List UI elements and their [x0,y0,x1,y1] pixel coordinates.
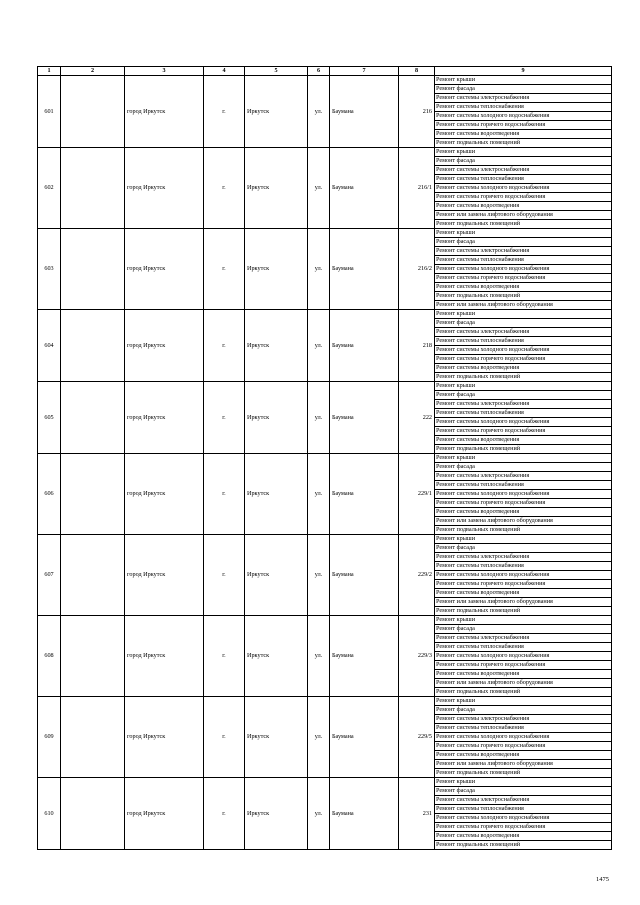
work-item: Ремонт системы холодного водоснабжения [435,418,612,427]
settlement-name: Иркутск [245,76,308,148]
house-number: 216/1 [399,148,435,229]
header-row [38,67,612,76]
house-number: 229/5 [399,697,435,778]
work-item: Ремонт системы холодного водоснабжения [435,346,612,355]
settlement-name: Иркутск [245,229,308,310]
settlement-name: Иркутск [245,616,308,697]
work-item: Ремонт крыши [435,454,612,463]
work-item: Ремонт крыши [435,148,612,157]
work-item: Ремонт системы водоотведения [435,202,612,211]
table-row [38,310,612,319]
table-body [38,76,612,850]
row-number: 610 [38,778,61,850]
work-item: Ремонт системы холодного водоснабжения [435,265,612,274]
header-cell: 5 [245,67,308,76]
work-item: Ремонт подвальных помещений [435,841,612,850]
work-item: Ремонт или замена лифтового оборудования [435,301,612,310]
street-type: ул. [308,616,330,697]
work-item: Ремонт системы водоотведения [435,130,612,139]
settlement-name: Иркутск [245,310,308,382]
work-item: Ремонт фасада [435,85,612,94]
street-type: ул. [308,148,330,229]
work-item: Ремонт подвальных помещений [435,769,612,778]
work-item: Ремонт фасада [435,319,612,328]
work-item: Ремонт подвальных помещений [435,139,612,148]
work-item: Ремонт системы водоотведения [435,832,612,841]
municipality: город Иркутск [125,535,204,616]
municipality: город Иркутск [125,76,204,148]
settlement-type: г. [204,148,245,229]
work-item: Ремонт системы теплоснабжения [435,337,612,346]
work-item: Ремонт системы водоотведения [435,589,612,598]
work-item: Ремонт системы горячего водоснабжения [435,274,612,283]
work-item: Ремонт крыши [435,535,612,544]
street-type: ул. [308,778,330,850]
row-number: 604 [38,310,61,382]
header-cell: 9 [435,67,612,76]
work-item: Ремонт фасада [435,544,612,553]
work-item: Ремонт системы теплоснабжения [435,409,612,418]
street-type: ул. [308,310,330,382]
header-cell: 1 [38,67,61,76]
work-item: Ремонт системы электроснабжения [435,247,612,256]
house-number: 229/2 [399,535,435,616]
municipality: город Иркутск [125,310,204,382]
work-item: Ремонт или замена лифтового оборудования [435,211,612,220]
work-item: Ремонт подвальных помещений [435,292,612,301]
work-item: Ремонт подвальных помещений [435,688,612,697]
header-cell: 7 [330,67,399,76]
empty-cell [61,535,125,616]
empty-cell [61,778,125,850]
settlement-type: г. [204,616,245,697]
work-item: Ремонт системы водоотведения [435,670,612,679]
work-item: Ремонт подвальных помещений [435,373,612,382]
work-item: Ремонт крыши [435,310,612,319]
document-page [37,66,611,850]
page-number: 1475 [596,876,609,883]
work-item: Ремонт фасада [435,463,612,472]
work-item: Ремонт системы теплоснабжения [435,256,612,265]
street-name: Баумана [330,76,399,148]
work-item: Ремонт системы горячего водоснабжения [435,499,612,508]
house-number: 222 [399,382,435,454]
house-number: 229/1 [399,454,435,535]
street-name: Баумана [330,382,399,454]
work-item: Ремонт системы горячего водоснабжения [435,121,612,130]
settlement-name: Иркутск [245,697,308,778]
work-item: Ремонт подвальных помещений [435,526,612,535]
work-item: Ремонт системы водоотведения [435,751,612,760]
table-row [38,697,612,706]
work-item: Ремонт системы электроснабжения [435,94,612,103]
settlement-type: г. [204,697,245,778]
table-row [38,148,612,157]
settlement-type: г. [204,382,245,454]
settlement-type: г. [204,535,245,616]
work-item: Ремонт системы горячего водоснабжения [435,193,612,202]
work-item: Ремонт фасада [435,238,612,247]
table-row [38,382,612,391]
street-name: Баумана [330,697,399,778]
work-item: Ремонт системы горячего водоснабжения [435,355,612,364]
work-item: Ремонт подвальных помещений [435,220,612,229]
table-row [38,535,612,544]
empty-cell [61,454,125,535]
work-item: Ремонт системы теплоснабжения [435,643,612,652]
header-cell: 6 [308,67,330,76]
street-type: ул. [308,76,330,148]
settlement-type: г. [204,310,245,382]
house-number: 216/2 [399,229,435,310]
street-name: Баумана [330,535,399,616]
work-item: Ремонт крыши [435,697,612,706]
work-item: Ремонт системы электроснабжения [435,166,612,175]
street-type: ул. [308,229,330,310]
work-item: Ремонт системы теплоснабжения [435,103,612,112]
settlement-name: Иркутск [245,382,308,454]
work-item: Ремонт фасада [435,706,612,715]
street-name: Баумана [330,148,399,229]
work-item: Ремонт системы теплоснабжения [435,805,612,814]
work-item: Ремонт системы электроснабжения [435,328,612,337]
table-row [38,229,612,238]
work-item: Ремонт системы электроснабжения [435,796,612,805]
house-number: 216 [399,76,435,148]
work-item: Ремонт системы водоотведения [435,436,612,445]
street-type: ул. [308,535,330,616]
settlement-type: г. [204,229,245,310]
settlement-name: Иркутск [245,454,308,535]
work-item: Ремонт системы водоотведения [435,364,612,373]
settlement-type: г. [204,76,245,148]
empty-cell [61,697,125,778]
work-item: Ремонт системы горячего водоснабжения [435,823,612,832]
work-item: Ремонт системы электроснабжения [435,715,612,724]
work-item: Ремонт системы теплоснабжения [435,175,612,184]
municipality: город Иркутск [125,778,204,850]
work-item: Ремонт или замена лифтового оборудования [435,679,612,688]
row-number: 607 [38,535,61,616]
house-number: 229/3 [399,616,435,697]
empty-cell [61,382,125,454]
work-item: Ремонт системы холодного водоснабжения [435,652,612,661]
house-number: 218 [399,310,435,382]
municipality: город Иркутск [125,697,204,778]
settlement-type: г. [204,778,245,850]
empty-cell [61,76,125,148]
work-item: Ремонт подвальных помещений [435,607,612,616]
work-item: Ремонт системы холодного водоснабжения [435,184,612,193]
work-item: Ремонт системы водоотведения [435,508,612,517]
work-item: Ремонт фасада [435,391,612,400]
work-item: Ремонт подвальных помещений [435,445,612,454]
street-name: Баумана [330,778,399,850]
street-name: Баумана [330,616,399,697]
repair-table [37,66,612,850]
work-item: Ремонт крыши [435,616,612,625]
work-item: Ремонт крыши [435,76,612,85]
work-item: Ремонт или замена лифтового оборудования [435,760,612,769]
street-type: ул. [308,454,330,535]
row-number: 605 [38,382,61,454]
work-item: Ремонт фасада [435,157,612,166]
header-cell: 3 [125,67,204,76]
street-name: Баумана [330,454,399,535]
empty-cell [61,229,125,310]
header-cell: 4 [204,67,245,76]
work-item: Ремонт системы холодного водоснабжения [435,571,612,580]
work-item: Ремонт или замена лифтового оборудования [435,598,612,607]
table-row [38,616,612,625]
work-item: Ремонт или замена лифтового оборудования [435,517,612,526]
work-item: Ремонт крыши [435,229,612,238]
work-item: Ремонт системы горячего водоснабжения [435,427,612,436]
municipality: город Иркутск [125,148,204,229]
work-item: Ремонт системы горячего водоснабжения [435,742,612,751]
work-item: Ремонт системы электроснабжения [435,400,612,409]
row-number: 606 [38,454,61,535]
work-item: Ремонт системы электроснабжения [435,472,612,481]
row-number: 602 [38,148,61,229]
work-item: Ремонт крыши [435,778,612,787]
street-name: Баумана [330,229,399,310]
work-item: Ремонт системы электроснабжения [435,634,612,643]
row-number: 601 [38,76,61,148]
house-number: 231 [399,778,435,850]
work-item: Ремонт системы холодного водоснабжения [435,112,612,121]
settlement-name: Иркутск [245,535,308,616]
table-row [38,778,612,787]
row-number: 603 [38,229,61,310]
empty-cell [61,148,125,229]
work-item: Ремонт системы водоотведения [435,283,612,292]
municipality: город Иркутск [125,454,204,535]
street-type: ул. [308,382,330,454]
work-item: Ремонт системы горячего водоснабжения [435,661,612,670]
work-item: Ремонт системы теплоснабжения [435,724,612,733]
work-item: Ремонт фасада [435,787,612,796]
municipality: город Иркутск [125,616,204,697]
settlement-type: г. [204,454,245,535]
settlement-name: Иркутск [245,778,308,850]
municipality: город Иркутск [125,382,204,454]
work-item: Ремонт системы холодного водоснабжения [435,733,612,742]
settlement-name: Иркутск [245,148,308,229]
work-item: Ремонт системы теплоснабжения [435,562,612,571]
row-number: 609 [38,697,61,778]
header-cell: 8 [399,67,435,76]
work-item: Ремонт фасада [435,625,612,634]
row-number: 608 [38,616,61,697]
table-row [38,454,612,463]
street-type: ул. [308,697,330,778]
street-name: Баумана [330,310,399,382]
table-row [38,76,612,85]
empty-cell [61,310,125,382]
work-item: Ремонт системы теплоснабжения [435,481,612,490]
municipality: город Иркутск [125,229,204,310]
work-item: Ремонт системы холодного водоснабжения [435,814,612,823]
work-item: Ремонт системы холодного водоснабжения [435,490,612,499]
work-item: Ремонт системы горячего водоснабжения [435,580,612,589]
header-cell: 2 [61,67,125,76]
work-item: Ремонт системы электроснабжения [435,553,612,562]
empty-cell [61,616,125,697]
work-item: Ремонт крыши [435,382,612,391]
